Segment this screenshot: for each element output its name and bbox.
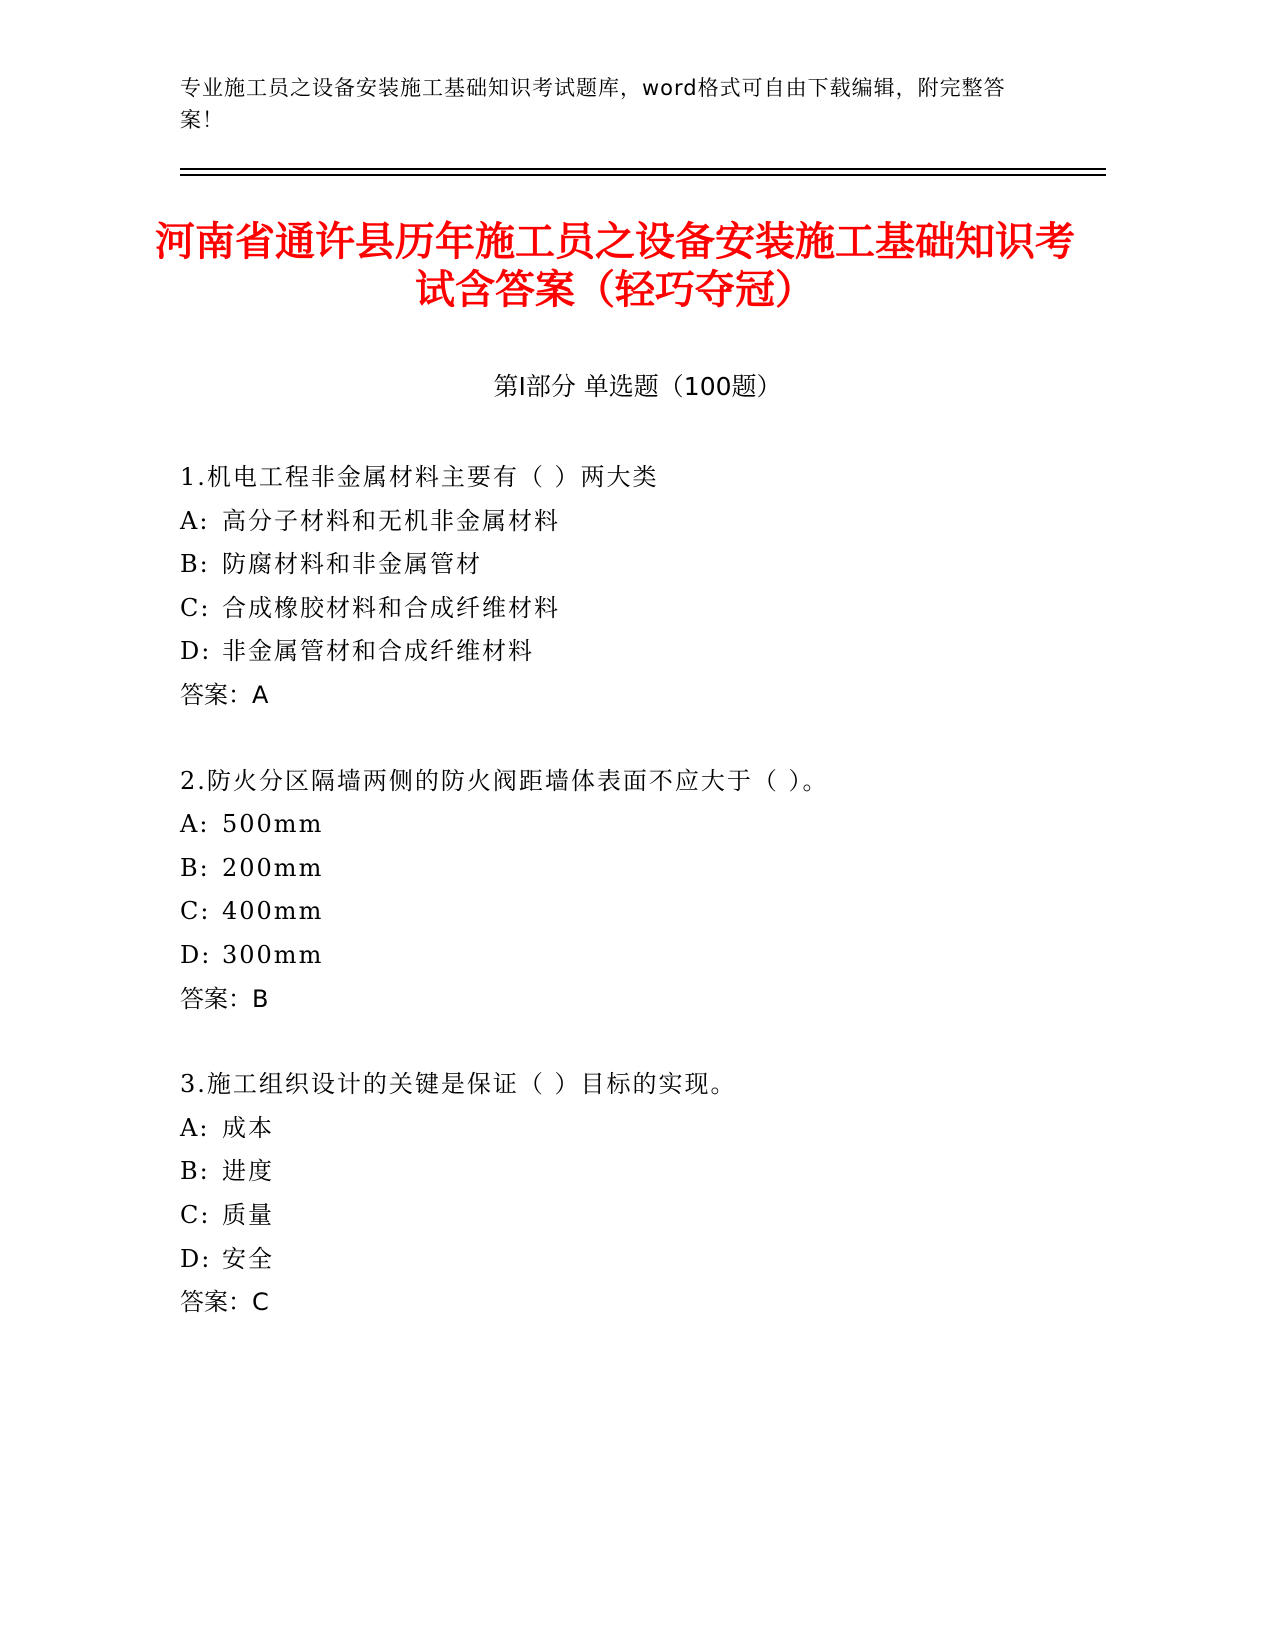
option-text: 成本 — [222, 1113, 274, 1142]
option-letter: C: — [180, 897, 211, 926]
header-note: 专业施工员之设备安装施工基础知识考试题库，word格式可自由下载编辑，附完整答案！ — [180, 76, 1006, 132]
question-item — [180, 760, 1080, 1022]
option-letter: B: — [180, 853, 210, 882]
question-list — [180, 456, 1080, 1367]
option-d — [180, 1238, 1080, 1282]
option-letter: B: — [180, 1157, 210, 1186]
option-d — [180, 630, 1080, 674]
option-a — [180, 500, 1080, 544]
option-letter: C: — [180, 593, 211, 622]
option-text: 300mm — [222, 940, 324, 969]
option-c — [180, 890, 1080, 934]
option-text: 质量 — [222, 1200, 274, 1229]
option-text: 400mm — [222, 897, 324, 926]
option-letter: D: — [180, 940, 212, 969]
option-text: 防腐材料和非金属管材 — [222, 550, 482, 579]
option-letter: A: — [180, 506, 210, 535]
option-text: 合成橡胶材料和合成纤维材料 — [222, 593, 560, 622]
option-text: 高分子材料和无机非金属材料 — [222, 506, 560, 535]
option-c — [180, 1194, 1080, 1238]
answer-line: 答案：B — [180, 984, 269, 1013]
option-b — [180, 543, 1080, 587]
option-b — [180, 1150, 1080, 1194]
question-item — [180, 1063, 1080, 1325]
option-a — [180, 1107, 1080, 1151]
question-stem: 1.机电工程非金属材料主要有（ ）两大类 — [180, 463, 659, 491]
answer-line: 答案：C — [180, 1288, 269, 1317]
section-title: 第Ⅰ部分 单选题（100题） — [493, 372, 782, 401]
option-letter: D: — [180, 1244, 212, 1273]
option-text: 安全 — [222, 1244, 274, 1273]
option-text: 非金属管材和合成纤维材料 — [222, 637, 534, 666]
question-stem: 3.施工组织设计的关键是保证（ ）目标的实现。 — [180, 1070, 737, 1099]
header-divider-top — [180, 168, 1106, 170]
option-letter: A: — [180, 1113, 210, 1142]
option-text: 500mm — [222, 810, 324, 839]
option-d — [180, 934, 1080, 978]
option-c — [180, 587, 1080, 631]
answer-line: 答案：A — [180, 680, 269, 709]
question-item — [180, 456, 1080, 718]
option-text: 进度 — [222, 1157, 274, 1186]
header-divider-bottom — [180, 174, 1106, 176]
document-title: 河南省通许县历年施工员之设备安装施工基础知识考试含答案（轻巧夺冠） — [155, 219, 1075, 313]
option-text: 200mm — [222, 853, 324, 882]
option-letter: A: — [180, 810, 210, 839]
option-letter: C: — [180, 1200, 211, 1229]
question-stem: 2.防火分区隔墙两侧的防火阀距墙体表面不应大于（ ）。 — [180, 766, 829, 795]
option-letter: D: — [180, 637, 212, 666]
option-letter: B: — [180, 550, 210, 579]
option-b — [180, 847, 1080, 891]
option-a — [180, 803, 1080, 847]
